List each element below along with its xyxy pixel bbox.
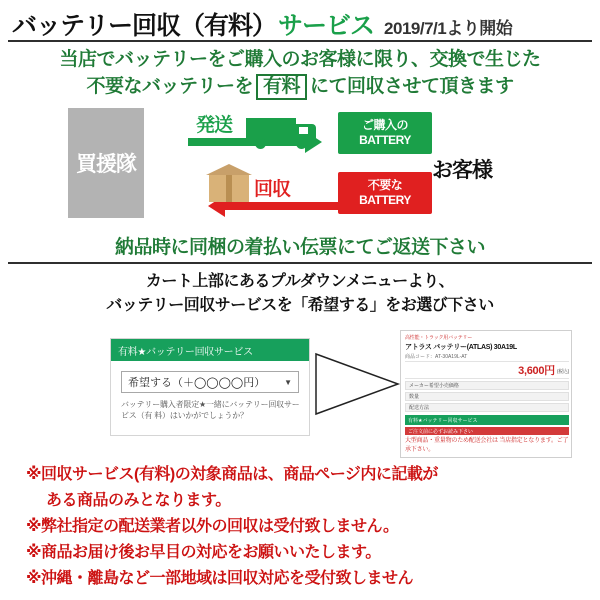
product-top-note: 高性能・トラック用バッテリー [405,335,473,341]
product-name: アトラス バッテリー(ATLAS) 30A19L [405,344,517,351]
flow-diagram [0,108,600,230]
product-price-row [405,361,569,379]
truck-wheel-rear [296,138,307,149]
product-warning-text [405,437,569,455]
lead-line-2-post: にて回収させて頂きます [310,76,514,97]
page-header [0,6,600,40]
footnote-item [26,462,582,514]
product-recycle-service-bar[interactable]: 有料★バッテリー回収サービス [405,415,569,425]
instruction-text [0,270,600,318]
footnote-1-line-1: ※回収サービス(有料)の対象商品は、商品ページ内に記載が [26,466,438,483]
parcel-lid [206,164,252,175]
purchased-battery-line1: ご購入の [361,118,408,132]
callout-arrow-icon [312,350,402,420]
footnotes [26,462,582,592]
footnote-item [26,514,582,540]
footnote-1-line-2: ある商品のみとなります。 [46,492,231,509]
page-title-service: サービス [278,12,375,40]
shop-block [68,108,144,218]
truck-wheel-front [255,138,266,149]
parcel-tape [226,175,232,202]
footnote-2-line-1: ※弊社指定の配送業者以外の回収は受付致しません。 [26,518,399,535]
instruction-line-2: バッテリー回収サービスを「希望する」をお選び下さい [106,297,494,314]
purchased-battery-line2: BATTERY [359,133,411,147]
divider-middle [8,262,592,264]
unwanted-battery-line2: BATTERY [359,193,411,207]
product-price-tax-note: (税込) [556,369,569,375]
product-row-quantity: 数量 [405,392,569,401]
product-price: 3,600円 [518,365,555,377]
recycle-service-selected-value: 希望する（＋◯◯◯◯円） [128,377,266,389]
unwanted-battery-line1: 不要な [367,178,403,192]
product-warning-line-1: 大型商品・重量物のため配送会社は [405,438,498,444]
purchased-battery-box [338,112,432,154]
page-title-main: バッテリー回収（有料） [12,12,277,40]
instruction-line-1: カート上部にあるプルダウンメニューより、 [145,273,455,290]
recycle-service-select[interactable] [121,371,299,393]
product-page-thumbnail [400,330,572,458]
product-row-list-price: メーカー希望小売価格 [405,381,569,390]
lead-emphasis-box: 有料 [256,74,307,100]
product-row-shipping: 配送方法 [405,403,569,412]
delivery-truck-icon [246,114,330,148]
pulldown-header: 有料★バッテリー回収サービス [111,339,309,361]
return-label: 回収 [254,179,291,200]
divider-top [8,40,592,42]
product-code: 商品コード：AT-30A19L-AT [405,354,468,360]
cardboard-box-icon [206,164,252,204]
customer-label: お客様 [432,159,492,182]
product-warning-bar: ご注文前に必ずお読み下さい [405,427,569,435]
footnote-4-line-1: ※沖縄・離島など一部地域は回収対応を受付致しません [26,570,414,587]
pulldown-note [121,399,301,421]
pulldown-note-line-2: 料）はいかがでしょうか？ [154,411,248,420]
send-label: 発送 [196,115,233,136]
pulldown-mock [110,338,310,436]
product-warning-line-2: 当店指定となります。ご了承下さい。 [405,438,569,453]
footnote-item [26,540,582,566]
return-notice: 納品時に同梱の着払い伝票にてご返送下さい [114,237,485,258]
pulldown-note-line-1: バッテリー購入者限定★一緒にバッテリー回収サービス（有 [121,400,300,420]
footnote-3-line-1: ※商品お届け後お早目の対応をお願いいたします。 [26,544,381,561]
truck-body [246,118,296,140]
lead-copy [0,46,600,100]
lead-line-2-pre: 不要なバッテリーを [86,76,253,97]
start-date-note: 2019/7/1より開始 [384,19,513,38]
shop-label: 買援隊 [76,153,136,176]
footnote-item [26,566,582,592]
lead-line-2 [0,73,600,100]
lead-line-1: 当店でバッテリーをご購入のお客様に限り、交換で生じた [59,49,541,70]
chevron-down-icon: ▼ [284,377,292,387]
unwanted-battery-box [338,172,432,214]
